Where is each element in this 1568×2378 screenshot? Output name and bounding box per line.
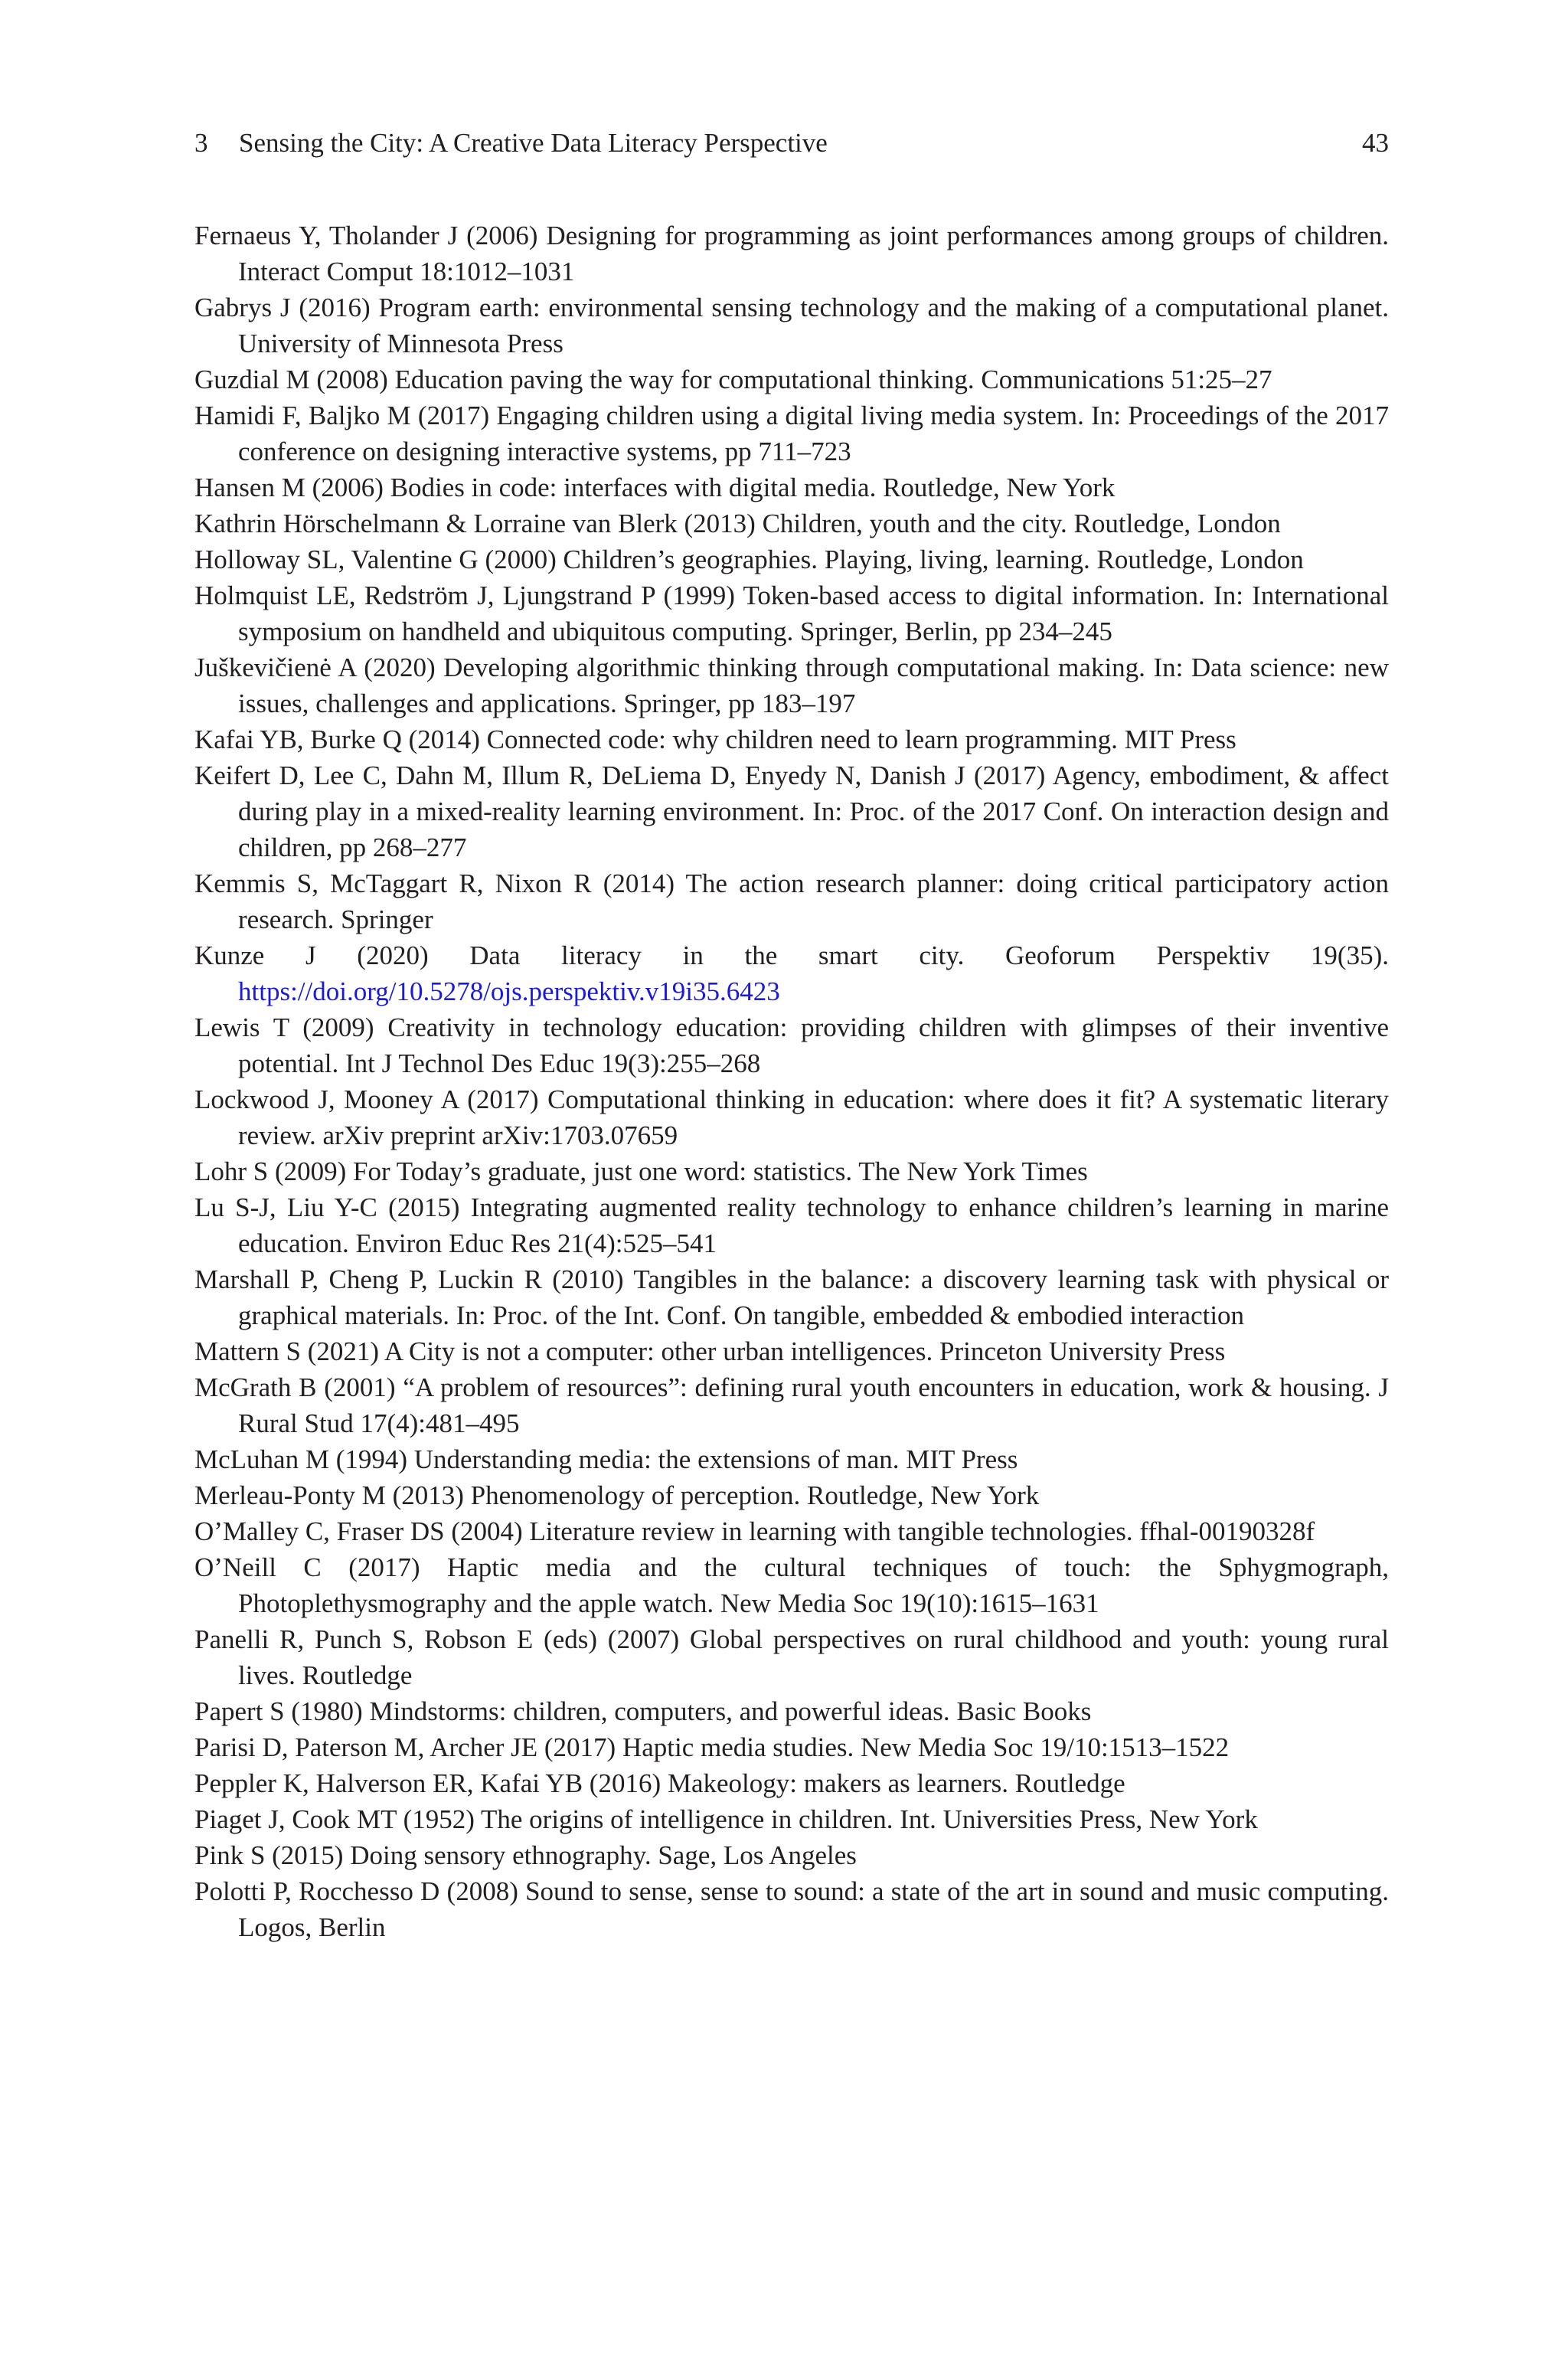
reference-text: Keifert D, Lee C, Dahn M, Illum R, DeLiema D, Enyedy N, Danish J (2017) Agency, embodiment, & affect during play in a mixed-reality learning environment. In: Proc. of the 2017 Conf. On interaction design and children, pp 268–277 <box>194 761 1389 862</box>
reference-text: Gabrys J (2016) Program earth: environmental sensing technology and the making of a computational planet. University of Minnesota Press <box>194 293 1389 358</box>
reference-item <box>194 505 1389 541</box>
reference-item <box>194 721 1389 757</box>
reference-item <box>194 541 1389 577</box>
reference-text: Holmquist LE, Redström J, Ljungstrand P (1999) Token-based access to digital information. In: International symposium on handheld and ubiquitous computing. Springer, Berlin, pp 234–245 <box>194 581 1389 646</box>
reference-text: McGrath B (2001) “A problem of resources”: defining rural youth encounters in education, work & housing. J Rural Stud 17(4):481–495 <box>194 1372 1389 1438</box>
reference-text: Hamidi F, Baljko M (2017) Engaging children using a digital living media system. In: Proceedings of the 2017 conference on designing interactive systems, pp 711–723 <box>194 401 1389 466</box>
reference-item <box>194 1549 1389 1621</box>
reference-item <box>194 1009 1389 1081</box>
reference-text: Polotti P, Rocchesso D (2008) Sound to sense, sense to sound: a state of the art in sound and music computing. Logos, Berlin <box>194 1876 1389 1942</box>
page-number: 43 <box>1362 128 1389 158</box>
running-title: Sensing the City: A Creative Data Literacy Perspective <box>239 128 828 158</box>
reference-list <box>194 218 1389 1945</box>
reference-text: Kathrin Hörschelmann & Lorraine van Blerk (2013) Children, youth and the city. Routledge, London <box>194 509 1281 538</box>
reference-text: Guzdial M (2008) Education paving the way for computational thinking. Communications 51:25–27 <box>194 365 1272 394</box>
reference-text: Fernaeus Y, Tholander J (2006) Designing for programming as joint performances among groups of children. Interact Comput 18:1012–1031 <box>194 221 1389 286</box>
reference-item <box>194 1873 1389 1945</box>
reference-item <box>194 577 1389 649</box>
reference-item <box>194 649 1389 721</box>
reference-item <box>194 1513 1389 1549</box>
reference-item <box>194 1837 1389 1873</box>
chapter-number: 3 <box>194 128 208 158</box>
reference-text: Lohr S (2009) For Today’s graduate, just one word: statistics. The New York Times <box>194 1156 1088 1186</box>
reference-text: Lockwood J, Mooney A (2017) Computational thinking in education: where does it fit? A systematic literary review. arXiv preprint arXiv:1703.07659 <box>194 1084 1389 1150</box>
reference-item <box>194 1801 1389 1837</box>
reference-text: Piaget J, Cook MT (1952) The origins of intelligence in children. Int. Universities Press, New York <box>194 1804 1258 1834</box>
reference-item <box>194 1369 1389 1441</box>
reference-text: Pink S (2015) Doing sensory ethnography. Sage, Los Angeles <box>194 1840 857 1870</box>
reference-item <box>194 1081 1389 1153</box>
reference-item <box>194 1693 1389 1729</box>
reference-item <box>194 937 1389 1009</box>
reference-item <box>194 1333 1389 1369</box>
reference-text: O’Malley C, Fraser DS (2004) Literature review in learning with tangible technologies. ffhal-00190328f <box>194 1516 1315 1546</box>
reference-item <box>194 1621 1389 1693</box>
reference-item <box>194 1729 1389 1765</box>
reference-text: Marshall P, Cheng P, Luckin R (2010) Tangibles in the balance: a discovery learning task with physical or graphical materials. In: Proc. of the Int. Conf. On tangible, embedded & embodied interaction <box>194 1264 1389 1330</box>
reference-text: Hansen M (2006) Bodies in code: interfaces with digital media. Routledge, New York <box>194 473 1116 502</box>
reference-item <box>194 1189 1389 1261</box>
reference-text: Mattern S (2021) A City is not a computer: other urban intelligences. Princeton University Press <box>194 1336 1226 1366</box>
reference-text: Peppler K, Halverson ER, Kafai YB (2016) Makeology: makers as learners. Routledge <box>194 1768 1125 1798</box>
reference-item <box>194 1153 1389 1189</box>
reference-text: Merleau-Ponty M (2013) Phenomenology of perception. Routledge, New York <box>194 1480 1040 1510</box>
reference-item <box>194 1441 1389 1477</box>
doi-link[interactable]: https://doi.org/10.5278/ojs.perspektiv.v19i35.6423 <box>238 976 780 1006</box>
reference-item <box>194 1261 1389 1333</box>
reference-text: McLuhan M (1994) Understanding media: the extensions of man. MIT Press <box>194 1444 1018 1474</box>
reference-text: Papert S (1980) Mindstorms: children, computers, and powerful ideas. Basic Books <box>194 1696 1092 1726</box>
reference-item <box>194 218 1389 289</box>
reference-text: Kafai YB, Burke Q (2014) Connected code: why children need to learn programming. MIT Press <box>194 725 1236 754</box>
reference-text: Lewis T (2009) Creativity in technology education: providing children with glimpses of their inventive potential. Int J Technol Des Educ 19(3):255–268 <box>194 1012 1389 1078</box>
reference-text: Panelli R, Punch S, Robson E (eds) (2007) Global perspectives on rural childhood and youth: young rural lives. Routledge <box>194 1624 1389 1690</box>
reference-item <box>194 469 1389 505</box>
reference-text: O’Neill C (2017) Haptic media and the cultural techniques of touch: the Sphygmograph, Photoplethysmography and the apple watch. New Media Soc 19(10):1615–1631 <box>194 1552 1389 1618</box>
reference-item <box>194 1477 1389 1513</box>
running-header <box>194 124 1389 162</box>
reference-text: Holloway SL, Valentine G (2000) Children’s geographies. Playing, living, learning. Routledge, London <box>194 545 1304 574</box>
reference-item <box>194 289 1389 361</box>
reference-item <box>194 361 1389 397</box>
reference-text: Kemmis S, McTaggart R, Nixon R (2014) The action research planner: doing critical participatory action research. Springer <box>194 868 1389 934</box>
reference-text: Parisi D, Paterson M, Archer JE (2017) Haptic media studies. New Media Soc 19/10:1513–1522 <box>194 1732 1230 1762</box>
reference-text: Juškevičienė A (2020) Developing algorithmic thinking through computational making. In: Data science: new issues, challenges and applications. Springer, pp 183–197 <box>194 653 1389 718</box>
reference-item <box>194 1765 1389 1801</box>
reference-item <box>194 397 1389 469</box>
reference-text: Kunze J (2020) Data literacy in the smart city. Geoforum Perspektiv 19(35). <box>194 940 1389 970</box>
reference-item <box>194 757 1389 865</box>
reference-item <box>194 865 1389 937</box>
reference-text: Lu S-J, Liu Y-C (2015) Integrating augmented reality technology to enhance children’s learning in marine education. Environ Educ Res 21(4):525–541 <box>194 1192 1389 1258</box>
